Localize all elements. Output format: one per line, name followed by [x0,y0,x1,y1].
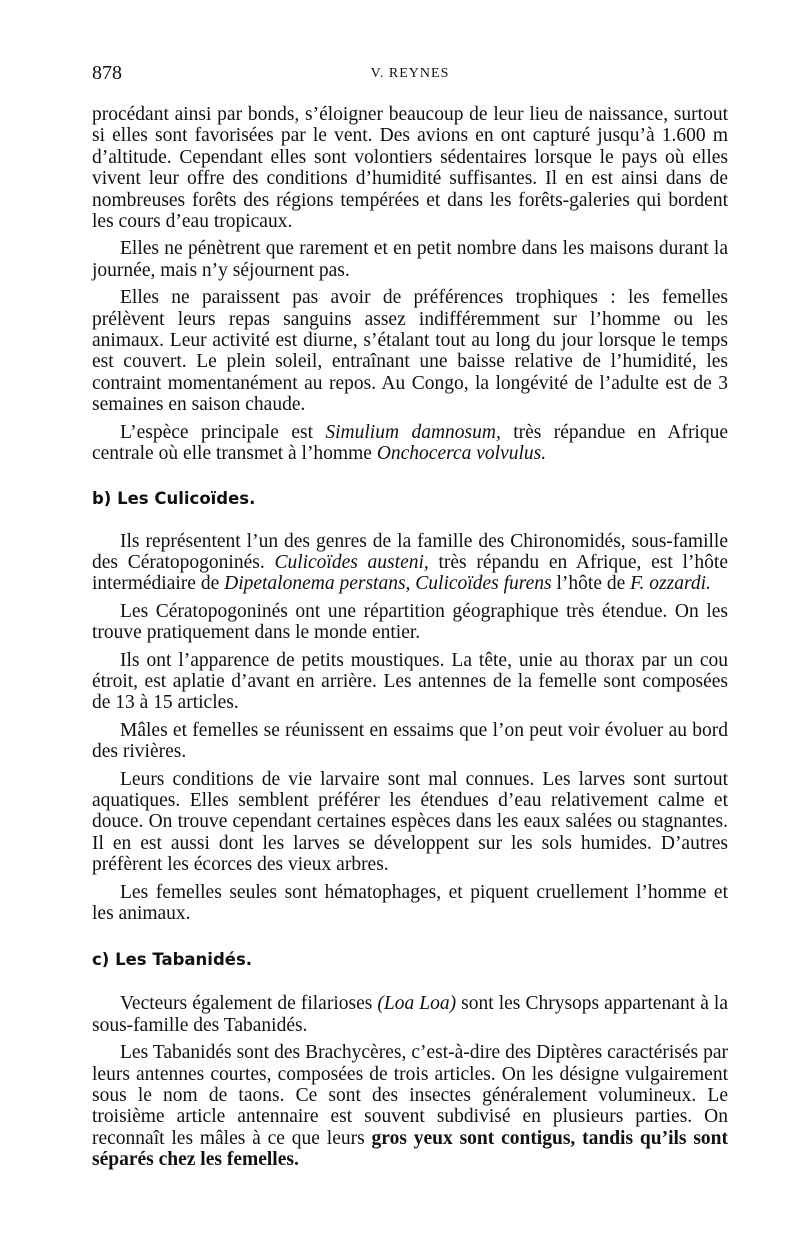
species-name: Simulium damnosum, [325,421,501,443]
page-header [92,62,728,90]
species-name: F. ozzardi. [630,573,711,595]
paragraph: Les femelles seules sont hématophages, et piquent cruellement l’homme et les animaux. [92,881,728,924]
page-body [92,104,728,1171]
section-heading-culicoides: b) Les Culicoïdes. [92,488,256,508]
page-number: 878 [92,62,122,84]
species-name: Onchocerca volvulus. [376,443,547,465]
species-name: Culicoïdes austeni, [274,551,429,573]
species-name: (Loa Loa) [377,993,457,1015]
paragraph: Leurs conditions de vie larvaire sont mal connues. Les larves sont surtout aquatiques. Elles semblent préférer les étendues d’eau relativement calme et douce. On trouve cependant certaines espèces dans les eaux salées ou stagnantes. Il en est aussi dont les larves se développent sur les sols humides. D’autres préfèrent les écorces des vieux arbres. [92,768,728,876]
species-name: Dipetalonema perstans, Culicoïdes furens [224,573,552,595]
paragraph: Vecteurs également de filarioses (Loa Loa) sont les Chrysops appartenant à la sous-famille des Tabanidés. [92,993,728,1036]
paragraph: Mâles et femelles se réunissent en essaims que l’on peut voir évoluer au bord des rivières. [92,719,728,763]
paragraph: Les Cératopogoninés ont une répartition géographique très étendue. On les trouve pratiquement dans le monde entier. [92,600,728,644]
paragraph: Elles ne paraissent pas avoir de préférences trophiques : les femelles prélèvent leurs repas sanguins assez indifféremment sur l’homme ou les animaux. Leur activité est diurne, s’étalant tout au long du jour lorsque le temps est couvert. Le plein soleil, entraînant une baisse relative de l’humidité, les contraint momentanément au repos. Au Congo, la longévité de l’adulte est de 3 semaines en saison chaude. [92,287,728,416]
paragraph: Les Tabanidés sont des Brachycères, c’est-à-dire des Diptères caractérisés par leurs antennes courtes, composées de trois articles. On les désigne vulgairement sous le nom de taons. Ce sont des insectes généralement volumineux. Le troisième article antennaire est souvent subdivisé en plusieurs parties. On reconnaît les mâles à ce que leurs gros yeux sont contigus, tandis qu’ils sont séparés chez les femelles. [92,1042,728,1171]
running-head: V. REYNES [370,66,450,81]
paragraph: procédant ainsi par bonds, s’éloigner beaucoup de leur lieu de naissance, surtout si elles sont favorisées par le vent. Des avions en ont capturé jusqu’à 1.600 m d’altitude. Cependant elles sont volontiers sédentaires lorsque le pays où elles vivent leur offre des conditions d’humidité suffisantes. Il en est ainsi dans de nombreuses forêts des régions tempérées et dans les forêts-galeries qui bordent les cours d’eau tropicaux. [92,104,728,233]
section-heading-tabanides: c) Les Tabanidés. [92,950,253,970]
paragraph: Ils ont l’apparence de petits moustiques. La tête, unie au thorax par un cou étroit, est aplatie d’avant en arrière. Les antennes de la femelle sont composées de 13 à 15 articles. [92,649,728,714]
paragraph: Ils représentent l’un des genres de la famille des Chironomidés, sous-famille des Cératopogoninés. Culicoïdes austeni, très répandu en Afrique, est l’hôte intermédiaire de Dipetalonema perstans, Culicoïdes furens l’hôte de F. ozzardi. [92,530,728,595]
paragraph: Elles ne pénètrent que rarement et en petit nombre dans les maisons durant la journée, mais n’y séjournent pas. [92,238,728,281]
paragraph: L’espèce principale est Simulium damnosum, très répandue en Afrique centrale où elle transmet à l’homme Onchocerca volvulus. [92,421,729,465]
